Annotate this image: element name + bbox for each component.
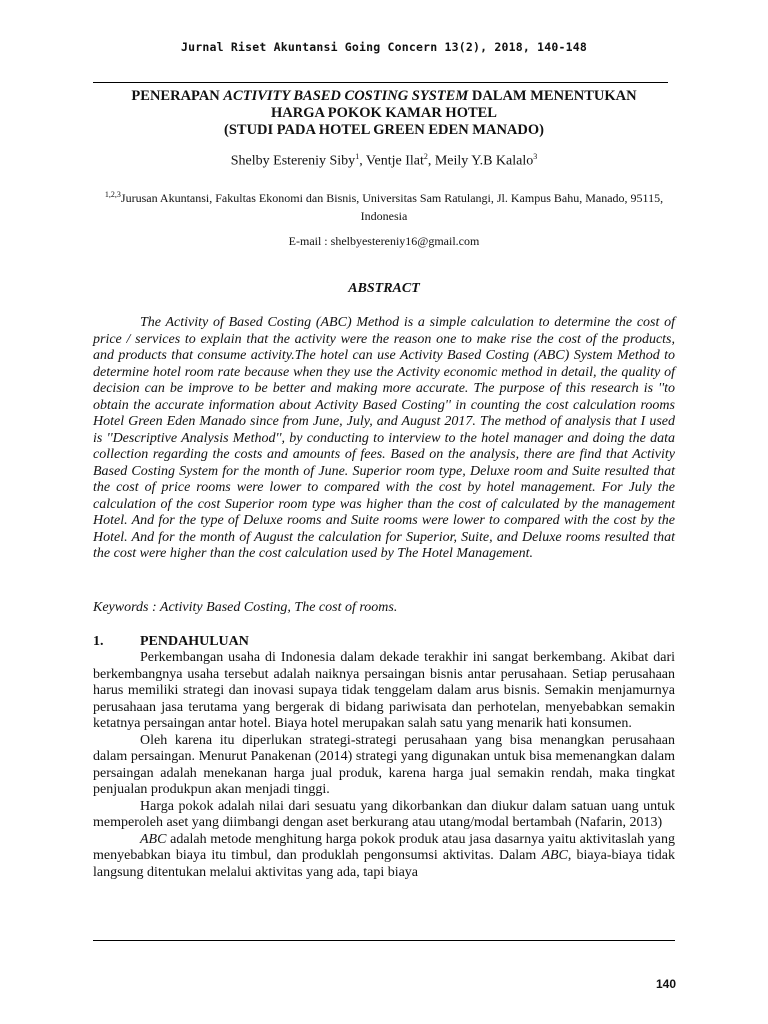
body-text: [93, 650, 675, 881]
footer-rule: [93, 940, 675, 941]
body-paragraph-4: ABC adalah metode menghitung harga pokok produk atau jasa dasarnya yaitu aktivitaslah yang menyebabkan biaya itu timbul, dan produklah pengonsumsi aktivitas. Dalam ABC, biaya-biaya tidak langsung ditentukan melalui aktivitas yang ada, tapi biaya: [93, 831, 675, 880]
abstract-heading: ABSTRACT: [348, 281, 420, 296]
page-number: 140: [655, 977, 676, 991]
author-email: E-mail : shelbyestereniy16@gmail.com: [288, 234, 480, 248]
section-title: PENDAHULUAN: [140, 634, 249, 649]
paper-title: [90, 88, 678, 139]
title-line-2: HARGA POKOK KAMAR HOTEL: [271, 105, 497, 121]
author-3: , Meily Y.B Kalalo: [427, 153, 534, 169]
title-line-3: (STUDI PADA HOTEL GREEN EDEN MANADO): [224, 122, 544, 138]
body-paragraph-3: Harga pokok adalah nilai dari sesuatu yang dikorbankan dan diukur dalam satuan uang untuk memperoleh aset yang diimbangi dengan aset berkurang atau utang/modal bertambah (Nafarin, 2013): [93, 798, 675, 830]
keywords: Keywords : Activity Based Costing, The cost of rooms.: [93, 600, 398, 615]
author-2: , Ventje Ilat: [359, 153, 424, 169]
body-paragraph-1: Perkembangan usaha di Indonesia dalam dekade terakhir ini sangat berkembang. Akibat dari berkembangnya usaha tersebut adalah naiknya persaingan bisnis antar perusahaan. Setiap perusahaan harus memiliki strategi dan inovasi supaya tidak tenggelam dalam arus bisnis. Semakin menjamurnya perusahaan jasa terutama yang bergerak di bidang pariwisata dan perhotelan, menyebabkan semakin ketatnya persaingan antar hotel. Biaya hotel merupakan salah satu yang menarik hati konsumen.: [93, 650, 675, 731]
header-rule: [93, 82, 668, 83]
title-line-1: PENERAPAN ACTIVITY BASED COSTING SYSTEM DALAM MENENTUKAN: [131, 88, 637, 104]
journal-header: Jurnal Riset Akuntansi Going Concern 13(2), 2018, 140-148: [180, 40, 588, 54]
abstract-body: The Activity of Based Costing (ABC) Method is a simple calculation to determine the cost of price / services to explain that the activity were the reason one to make rise the cost of the products, and products that consume activity.The hotel can use Activity Based Costing (ABC) System Method to determine hotel room rate because when they use the Activity economic method in detail, the quality of decision can be improve to be better and making more accurate. The purpose of this research is ''to obtain the accurate information about Activity Based Costing'' in counting the cost calculation rooms Hotel Green Eden Manado since from June, July, and August 2017. The method of analysis that I used is ''Descriptive Analysis Method'', by conducting to interview to the hotel manager and doing the data collection regarding the costs and amounts of fees. Based on the analysis, there are find that Activity Based Costing System for the month of June. Superior room type, Deluxe room and Suite resulted that the cost of price rooms were lower to compared with the cost by hotel management. For July the calculation of the cost Superior room type was higher than the cost of calculated by the management Hotel. And for the type of Deluxe rooms and Suite rooms were lower to compared with the cost by the Hotel. And for the month of August the calculation for Superior, Suite, and Deluxe rooms resulted that the cost were higher than the cost calculation used by The Hotel Management.: [93, 315, 675, 561]
affiliation: $^{1,2,3}$Jurusan Akuntansi, Fakultas Ekonomi dan Bisnis, Universitas Sam Ratulangi, Jl. Kampus Bahu, Manado, 95115, Indonesia: [104, 190, 664, 223]
section-number: 1.: [93, 634, 104, 649]
section-heading: [93, 634, 249, 650]
author-list: Shelby Estereniy Siby$^1$, Ventje Ilat$^2$, Meily Y.B Kalalo$^3$: [230, 152, 538, 169]
author-1: Shelby Estereniy Siby: [230, 153, 356, 169]
body-paragraph-2: Oleh karena itu diperlukan strategi-strategi perusahaan yang bisa menangkan perusahaan dalam persaingan. Menurut Panakenan (2014) strategi yang digunakan untuk bisa memenangkan dalam persaingan adalah menekanan harga jual produk, karena harga jual semakin rendah, maka tingkat penjualan produkpun akan menjadi tinggi.: [93, 732, 675, 797]
